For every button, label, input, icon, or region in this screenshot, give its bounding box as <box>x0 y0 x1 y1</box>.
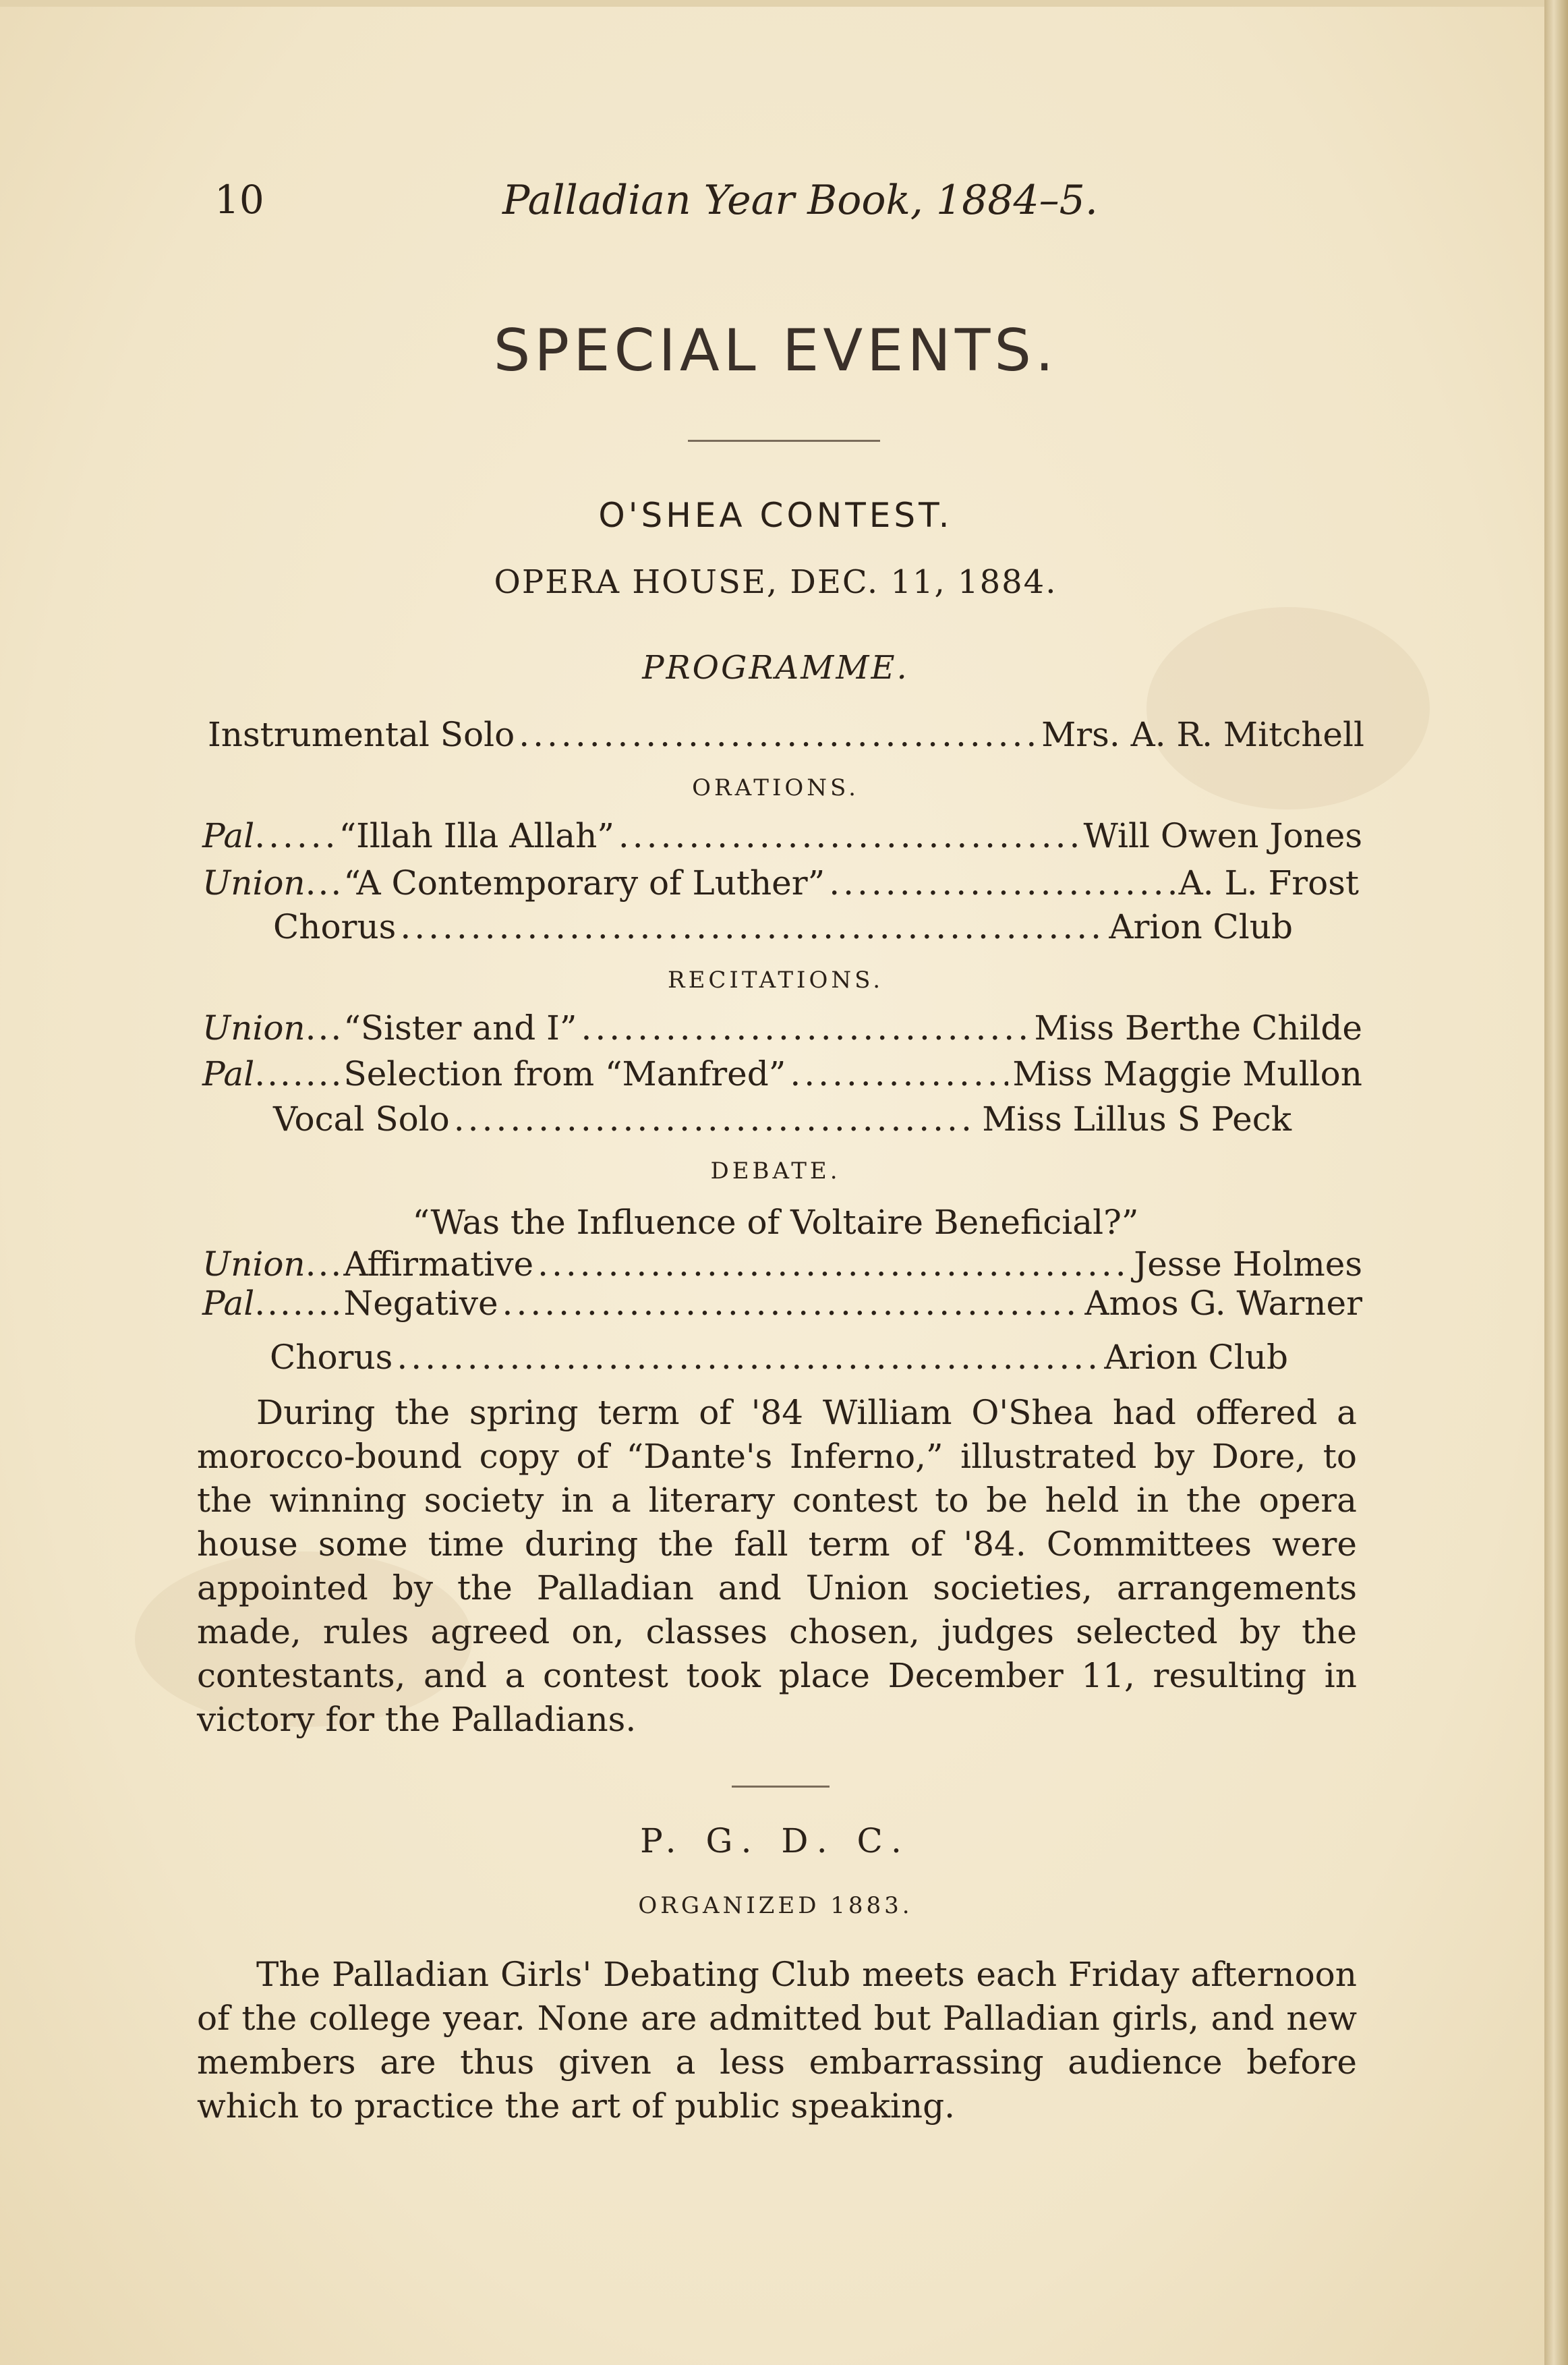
society: Union <box>202 1245 306 1284</box>
programme-row: Union ... “A Contemporary of Luther” ..... A. L. Frost <box>202 863 1359 903</box>
paragraph-text: The Palladian Girls' Debating Club meets each Friday afternoon of the college year. None are admitted but Palladian girls, and new members are thus given a less embarrassing audience before which to practice the art of public speaking. <box>197 1955 1357 2126</box>
dot-leader <box>581 1008 1030 1048</box>
programme-item: “Sister and I” <box>343 1008 577 1048</box>
performer: Arion Club <box>1104 1338 1288 1377</box>
dot-leader <box>538 1245 1130 1284</box>
dot-leader <box>454 1100 978 1139</box>
page-number: 10 <box>214 177 264 223</box>
pgdc-paragraph <box>197 1953 1357 2128</box>
programme-item: Negative <box>343 1284 498 1323</box>
dot-leader <box>790 1054 1008 1093</box>
performer: Amos G. Warner <box>1084 1284 1362 1323</box>
contest-heading: O'SHEA CONTEST. <box>598 496 953 535</box>
pgdc-organized: ORGANIZED 1883. <box>638 1892 913 1919</box>
orations-label: ORATIONS. <box>692 774 859 801</box>
performer: Jesse Holmes <box>1134 1245 1362 1284</box>
programme-row: Union ... “Sister and I” ..... Miss Berthe Childe <box>202 1008 1362 1048</box>
debate-question: “Was the Influence of Voltaire Beneficial?” <box>412 1203 1139 1242</box>
performer: A. L. Frost <box>1178 863 1359 903</box>
dot-leader <box>502 1284 1081 1323</box>
programme-row: Pal ....... Selection from “Manfred” ..... Miss Maggie Mullon <box>202 1054 1362 1093</box>
debate-label: DEBATE. <box>710 1158 841 1185</box>
page-edge <box>1544 0 1568 2365</box>
programme-row <box>208 715 1364 754</box>
page-top-edge <box>0 0 1551 7</box>
running-title: Palladian Year Book, 1884–5. <box>502 177 1098 224</box>
programme-item: “A Contemporary of Luther” <box>343 863 825 903</box>
society: Pal <box>202 1054 255 1093</box>
section-divider <box>732 1786 830 1788</box>
performer: Miss Berthe Childe <box>1034 1008 1362 1048</box>
dot-leader <box>397 1338 1100 1377</box>
paragraph-text: During the spring term of '84 William O'Shea had offered a morocco-bound copy of “Dante's Inferno,” illustrated by Dore, to the winning society in a literary contest to be held in the opera house some time during the fall term of '84. Committees were appointed by the Palladian and Union societies, arrangements made, rules agreed on, classes chosen, judges selected by the contestants, and a contest took place December 11, resulting in victory for the Palladians. <box>197 1393 1357 1739</box>
title-divider <box>688 440 880 442</box>
dot-leader <box>829 863 1174 903</box>
dot-leader <box>618 816 1080 855</box>
page-title: SPECIAL EVENTS. <box>493 317 1058 384</box>
society: Pal <box>202 816 255 855</box>
programme-item: Vocal Solo <box>273 1100 450 1139</box>
programme-label: PROGRAMME. <box>642 649 909 687</box>
programme-row: Union ... Affirmative ..... Jesse Holmes <box>202 1245 1362 1284</box>
programme-item: Selection from “Manfred” <box>343 1054 786 1093</box>
society: Union <box>202 863 306 903</box>
performer: Miss Maggie Mullon <box>1012 1054 1362 1093</box>
performer: Miss Lillus S Peck <box>982 1100 1291 1139</box>
programme-item: Chorus <box>270 1338 393 1377</box>
programme-row <box>273 1100 1291 1139</box>
programme-row <box>270 1338 1288 1377</box>
performer: Mrs. A. R. Mitchell <box>1041 715 1364 754</box>
programme-item: Chorus <box>273 907 397 946</box>
contest-venue: OPERA HOUSE, DEC. 11, 1884. <box>494 563 1057 601</box>
recitations-label: RECITATIONS. <box>668 967 883 994</box>
contest-paragraph <box>197 1391 1357 1742</box>
dot-leader <box>519 715 1037 754</box>
pgdc-heading: P. G. D. C. <box>640 1821 911 1860</box>
performer: Arion Club <box>1109 907 1293 946</box>
programme-item: Affirmative <box>343 1245 534 1284</box>
programme-item: Instrumental Solo <box>208 715 515 754</box>
performer: Will Owen Jones <box>1083 816 1362 855</box>
programme-row: Pal ....... Negative ..... Amos G. Warner <box>202 1284 1362 1323</box>
programme-row <box>273 907 1293 946</box>
programme-item: “Illah Illa Allah” <box>339 816 614 855</box>
society: Union <box>202 1008 306 1048</box>
society: Pal <box>202 1284 255 1323</box>
programme-row: Pal ...... “Illah Illa Allah” ..... Will Owen Jones <box>202 816 1362 855</box>
dot-leader <box>400 907 1105 946</box>
